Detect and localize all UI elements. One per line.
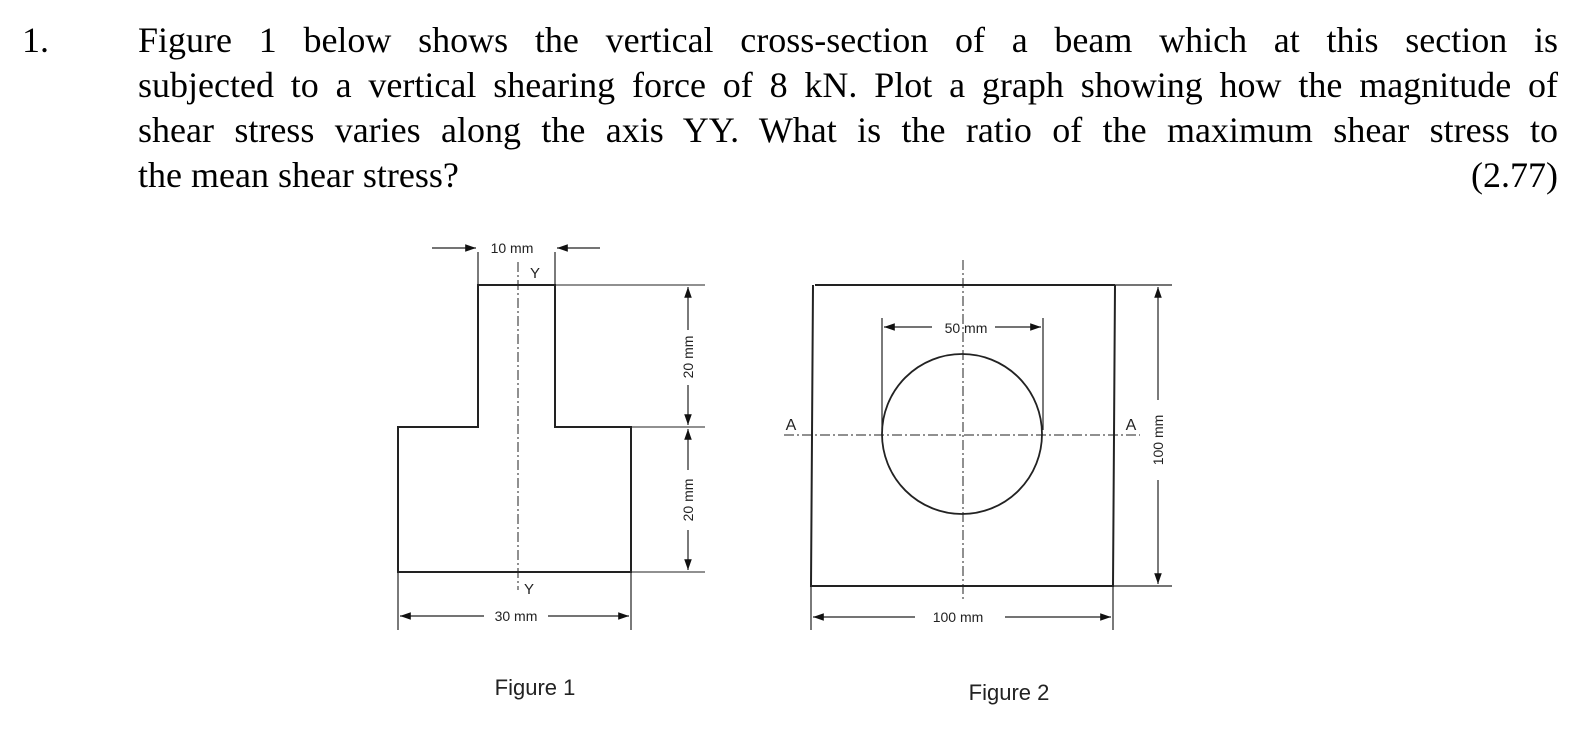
label-a-right: A: [1125, 417, 1137, 434]
t-section-outline: [398, 285, 631, 572]
answer-value: (2.77): [1471, 155, 1558, 195]
label-100mm-height: 100 mm: [1150, 414, 1166, 466]
label-upper-20mm: 20 mm: [680, 335, 696, 379]
label-10mm: 10 mm: [490, 240, 534, 256]
label-100mm-width: 100 mm: [932, 609, 984, 625]
question-number: 1.: [22, 20, 49, 60]
figure-2: [784, 260, 1172, 630]
figure-2-caption: Figure 2: [968, 680, 1050, 705]
label-30mm: 30 mm: [494, 608, 538, 624]
figure-1-labels: [491, 240, 696, 700]
label-50mm: 50 mm: [944, 320, 988, 336]
label-a-left: A: [785, 417, 797, 434]
label-y-bottom: Y: [523, 581, 535, 598]
figure-1-caption: Figure 1: [494, 675, 576, 700]
question-line-4: the mean shear stress?: [138, 155, 459, 195]
figure-1: [398, 248, 705, 630]
label-y-top: Y: [529, 265, 541, 282]
question-line-2: subjected to a vertical shearing force of 8 kN. Plot a graph showing how the magnitude of: [138, 65, 1558, 105]
label-lower-20mm: 20 mm: [680, 478, 696, 522]
question-line-3: shear stress varies along the axis YY. What is the ratio of the maximum shear stress to: [138, 110, 1558, 150]
circular-hole: [882, 354, 1042, 514]
question-line-1: Figure 1 below shows the vertical cross-section of a beam which at this section is: [138, 20, 1558, 60]
